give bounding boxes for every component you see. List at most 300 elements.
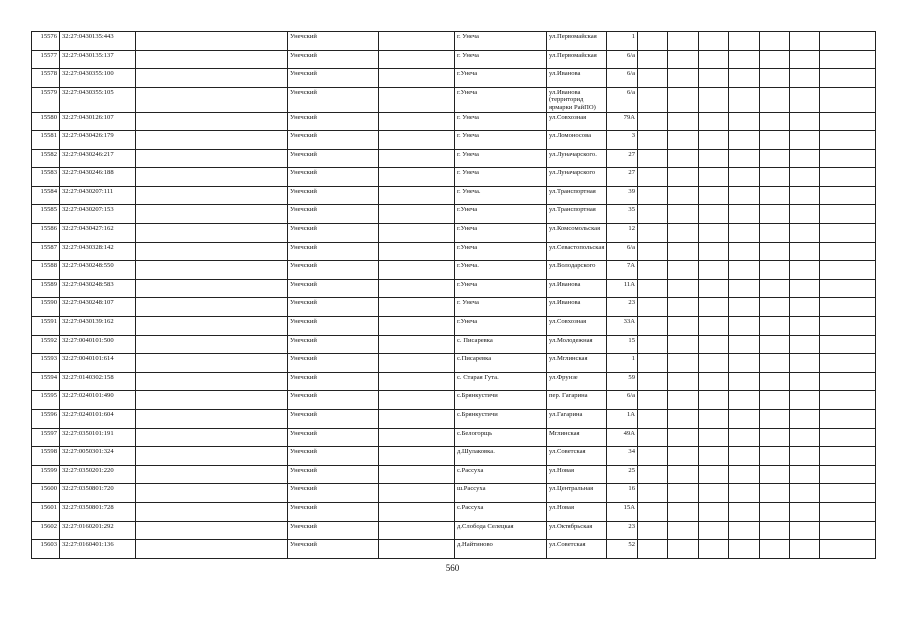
cell-street: ул.Новая [547, 502, 607, 521]
table-row [32, 205, 876, 224]
cell-building: 11А [607, 279, 638, 298]
cell-empty [668, 372, 699, 391]
table-row [32, 428, 876, 447]
cell-empty [790, 428, 820, 447]
cell-empty [668, 354, 699, 373]
cell-empty [729, 465, 760, 484]
cell-row-number: 15588 [32, 261, 60, 280]
cell-empty [668, 224, 699, 243]
cell-street: ул.Иванова [547, 298, 607, 317]
cell-empty [760, 69, 790, 88]
cell-empty [699, 87, 729, 112]
table-row [32, 317, 876, 336]
cell-locality: г.Унеча. [455, 261, 547, 280]
cell-empty [668, 50, 699, 69]
cell-empty [790, 465, 820, 484]
cell-empty [136, 87, 288, 112]
cell-cadastral-number: 32:27:0350801:728 [60, 502, 136, 521]
cell-empty [790, 69, 820, 88]
cell-locality: г.Унеча [455, 224, 547, 243]
cell-empty [136, 168, 288, 187]
cell-empty [820, 168, 876, 187]
cell-empty [729, 261, 760, 280]
cell-locality: с.Писаревка [455, 354, 547, 373]
cell-empty [379, 50, 455, 69]
table-row [32, 242, 876, 261]
cell-empty [136, 428, 288, 447]
cell-empty [638, 69, 668, 88]
cell-street: ул.Иванова [547, 69, 607, 88]
cell-row-number: 15583 [32, 168, 60, 187]
cell-cadastral-number: 32:27:0430126:107 [60, 112, 136, 131]
cell-cadastral-number: 32:27:0430246:217 [60, 149, 136, 168]
cell-empty [760, 335, 790, 354]
cell-row-number: 15590 [32, 298, 60, 317]
cell-cadastral-number: 32:27:0050301:324 [60, 447, 136, 466]
cell-empty [136, 69, 288, 88]
cell-locality: д.Найтиново [455, 540, 547, 559]
cell-district: Унечский [288, 186, 379, 205]
table-row [32, 391, 876, 410]
cell-row-number: 15587 [32, 242, 60, 261]
cell-empty [760, 261, 790, 280]
cell-empty [379, 279, 455, 298]
cell-empty [729, 372, 760, 391]
cell-locality: д.Слобода Селецкая [455, 521, 547, 540]
cell-cadastral-number: 32:27:0430246:188 [60, 168, 136, 187]
cell-building: 52 [607, 540, 638, 559]
cell-district: Унечский [288, 354, 379, 373]
cell-street: ул.Первомайская [547, 32, 607, 51]
cell-empty [820, 149, 876, 168]
cell-empty [729, 298, 760, 317]
cell-cadastral-number: 32:27:0430355:100 [60, 69, 136, 88]
cell-empty [379, 428, 455, 447]
cell-empty [136, 205, 288, 224]
cell-empty [729, 279, 760, 298]
cell-empty [820, 186, 876, 205]
cell-empty [379, 149, 455, 168]
cell-empty [729, 186, 760, 205]
table-row [32, 335, 876, 354]
cell-cadastral-number: 32:27:0430135:443 [60, 32, 136, 51]
cell-district: Унечский [288, 447, 379, 466]
cell-row-number: 15580 [32, 112, 60, 131]
cell-empty [699, 69, 729, 88]
cell-empty [136, 354, 288, 373]
cell-empty [136, 335, 288, 354]
cell-empty [668, 465, 699, 484]
cell-empty [729, 205, 760, 224]
cell-empty [820, 372, 876, 391]
cell-empty [638, 242, 668, 261]
cell-cadastral-number: 32:27:0140302:158 [60, 372, 136, 391]
cell-empty [379, 465, 455, 484]
cell-empty [729, 484, 760, 503]
cell-district: Унечский [288, 50, 379, 69]
cell-empty [729, 502, 760, 521]
table-row [32, 149, 876, 168]
cell-empty [729, 224, 760, 243]
cell-empty [379, 87, 455, 112]
cell-empty [379, 298, 455, 317]
cell-empty [760, 317, 790, 336]
cell-empty [729, 168, 760, 187]
cell-empty [136, 521, 288, 540]
cell-empty [668, 131, 699, 150]
cell-row-number: 15603 [32, 540, 60, 559]
cell-empty [668, 317, 699, 336]
cell-empty [136, 298, 288, 317]
cell-empty [790, 502, 820, 521]
cell-cadastral-number: 32:27:0430427:162 [60, 224, 136, 243]
cell-empty [668, 447, 699, 466]
cell-district: Унечский [288, 465, 379, 484]
cell-empty [760, 87, 790, 112]
cell-street: ул.Иванова (территорид ярмарки РайПО) [547, 87, 607, 112]
cell-empty [638, 410, 668, 429]
cell-row-number: 15582 [32, 149, 60, 168]
cell-street: ул.Луначарского. [547, 149, 607, 168]
cell-empty [136, 391, 288, 410]
cell-empty [699, 502, 729, 521]
cell-empty [820, 261, 876, 280]
cell-cadastral-number: 32:27:0350201:220 [60, 465, 136, 484]
cell-empty [790, 242, 820, 261]
cell-empty [638, 484, 668, 503]
cell-empty [760, 149, 790, 168]
cell-empty [790, 205, 820, 224]
cell-empty [379, 540, 455, 559]
cell-empty [668, 335, 699, 354]
cell-street: ул.Комсомольская [547, 224, 607, 243]
cell-empty [699, 540, 729, 559]
table-row [32, 484, 876, 503]
cell-empty [638, 502, 668, 521]
cell-empty [699, 131, 729, 150]
cell-empty [699, 186, 729, 205]
cell-row-number: 15589 [32, 279, 60, 298]
cell-empty [136, 372, 288, 391]
page-number: 560 [445, 563, 460, 573]
cell-empty [760, 298, 790, 317]
cell-empty [790, 168, 820, 187]
cell-locality: г. Унеча [455, 50, 547, 69]
cell-empty [668, 502, 699, 521]
cell-empty [379, 521, 455, 540]
cell-cadastral-number: 32:27:0430248:583 [60, 279, 136, 298]
cell-empty [790, 50, 820, 69]
cell-empty [729, 540, 760, 559]
cell-district: Унечский [288, 261, 379, 280]
cell-district: Унечский [288, 298, 379, 317]
cell-empty [729, 112, 760, 131]
cell-locality: г. Унеча [455, 149, 547, 168]
cell-empty [638, 261, 668, 280]
cell-street: ул.Центральная [547, 484, 607, 503]
cell-row-number: 15598 [32, 447, 60, 466]
cell-empty [638, 391, 668, 410]
cell-empty [668, 261, 699, 280]
table-row [32, 224, 876, 243]
cell-empty [699, 224, 729, 243]
cell-district: Унечский [288, 131, 379, 150]
cell-empty [790, 317, 820, 336]
cell-empty [729, 87, 760, 112]
cell-row-number: 15581 [32, 131, 60, 150]
cell-street: ул.Транспортная [547, 186, 607, 205]
cell-empty [638, 521, 668, 540]
cell-empty [699, 261, 729, 280]
cell-cadastral-number: 32:27:0430355:105 [60, 87, 136, 112]
cell-row-number: 15585 [32, 205, 60, 224]
cell-street: ул.Октябрьская [547, 521, 607, 540]
cell-empty [136, 465, 288, 484]
table-row [32, 186, 876, 205]
cell-building: 6/а [607, 50, 638, 69]
cell-building: 16 [607, 484, 638, 503]
cell-empty [638, 224, 668, 243]
cell-empty [638, 87, 668, 112]
cell-empty [760, 354, 790, 373]
cell-building: 6/а [607, 391, 638, 410]
cell-empty [729, 149, 760, 168]
cell-cadastral-number: 32:27:0240101:604 [60, 410, 136, 429]
cell-locality: г. Унеча [455, 32, 547, 51]
cell-cadastral-number: 32:27:0430207:153 [60, 205, 136, 224]
table-row [32, 521, 876, 540]
cell-row-number: 15599 [32, 465, 60, 484]
cell-empty [790, 391, 820, 410]
cell-empty [136, 540, 288, 559]
cell-building: 79А [607, 112, 638, 131]
cell-empty [760, 205, 790, 224]
cell-empty [699, 149, 729, 168]
cell-empty [760, 224, 790, 243]
cell-locality: г.Унеча [455, 205, 547, 224]
cell-cadastral-number: 32:27:0350801:720 [60, 484, 136, 503]
cell-empty [638, 112, 668, 131]
cell-empty [820, 521, 876, 540]
table-row [32, 87, 876, 112]
cell-district: Унечский [288, 410, 379, 429]
cell-empty [136, 447, 288, 466]
cell-empty [729, 391, 760, 410]
cell-street: ул.Совхозная [547, 112, 607, 131]
cell-street: ул.Советская [547, 540, 607, 559]
cell-empty [136, 410, 288, 429]
cell-street: ул.Ломоносова [547, 131, 607, 150]
cell-cadastral-number: 32:27:0430248:550 [60, 261, 136, 280]
cell-locality: г.Унеча [455, 242, 547, 261]
cell-empty [379, 391, 455, 410]
cell-building: 6/а [607, 87, 638, 112]
cell-empty [379, 447, 455, 466]
table-row [32, 465, 876, 484]
cell-empty [729, 521, 760, 540]
cell-building: 25 [607, 465, 638, 484]
cell-empty [760, 32, 790, 51]
cell-empty [379, 112, 455, 131]
cell-street: ул.Новая [547, 465, 607, 484]
cell-empty [699, 50, 729, 69]
cell-row-number: 15594 [32, 372, 60, 391]
cell-district: Унечский [288, 242, 379, 261]
cell-empty [729, 428, 760, 447]
cell-empty [790, 261, 820, 280]
cell-empty [699, 317, 729, 336]
cell-empty [790, 354, 820, 373]
cell-empty [699, 32, 729, 51]
cell-empty [760, 242, 790, 261]
cell-empty [790, 186, 820, 205]
cell-empty [820, 428, 876, 447]
cell-empty [638, 298, 668, 317]
cell-building: 1 [607, 354, 638, 373]
table-row [32, 540, 876, 559]
cell-empty [760, 131, 790, 150]
cell-building: 12 [607, 224, 638, 243]
cell-empty [790, 32, 820, 51]
cell-street: ул.Фрунзе [547, 372, 607, 391]
cell-district: Унечский [288, 149, 379, 168]
cell-empty [820, 131, 876, 150]
cell-empty [638, 354, 668, 373]
cell-empty [729, 242, 760, 261]
cell-building: 3 [607, 131, 638, 150]
cell-empty [136, 502, 288, 521]
cell-empty [379, 502, 455, 521]
cell-empty [136, 186, 288, 205]
registry-body [32, 32, 876, 559]
cell-locality: с.Рассуха [455, 465, 547, 484]
cell-empty [668, 69, 699, 88]
cell-locality: с.Рассуха [455, 502, 547, 521]
cell-building: 23 [607, 298, 638, 317]
cell-empty [668, 32, 699, 51]
cell-empty [760, 186, 790, 205]
cell-empty [699, 391, 729, 410]
cell-empty [136, 279, 288, 298]
cell-street: ул.Мглинская [547, 354, 607, 373]
cell-empty [668, 428, 699, 447]
cell-empty [760, 521, 790, 540]
cell-street: ул.Луначарского [547, 168, 607, 187]
cell-cadastral-number: 32:27:0430426:179 [60, 131, 136, 150]
cell-empty [638, 131, 668, 150]
table-row [32, 372, 876, 391]
cell-locality: г. Унеча [455, 298, 547, 317]
cell-locality: г.Унеча [455, 279, 547, 298]
cell-row-number: 15596 [32, 410, 60, 429]
table-row [32, 279, 876, 298]
cell-empty [638, 447, 668, 466]
cell-empty [379, 261, 455, 280]
cell-empty [699, 354, 729, 373]
cell-empty [379, 131, 455, 150]
cell-district: Унечский [288, 87, 379, 112]
cell-cadastral-number: 32:27:0040101:500 [60, 335, 136, 354]
cell-street: ул.Советская [547, 447, 607, 466]
cell-district: Унечский [288, 372, 379, 391]
cell-empty [760, 168, 790, 187]
table-row [32, 447, 876, 466]
cell-empty [638, 335, 668, 354]
cell-empty [699, 521, 729, 540]
cell-empty [820, 242, 876, 261]
cell-empty [820, 279, 876, 298]
cell-empty [729, 317, 760, 336]
cell-empty [136, 112, 288, 131]
cell-empty [668, 521, 699, 540]
cell-cadastral-number: 32:27:0040101:614 [60, 354, 136, 373]
cell-empty [699, 168, 729, 187]
cell-empty [820, 502, 876, 521]
cell-empty [379, 168, 455, 187]
cell-empty [699, 484, 729, 503]
cell-cadastral-number: 32:27:0240101:490 [60, 391, 136, 410]
cell-district: Унечский [288, 224, 379, 243]
cell-row-number: 15577 [32, 50, 60, 69]
cell-street: ул.Иванова [547, 279, 607, 298]
cell-empty [699, 335, 729, 354]
cell-locality: г. Унеча. [455, 186, 547, 205]
cell-empty [699, 428, 729, 447]
cell-street: Мглинская [547, 428, 607, 447]
cell-empty [760, 50, 790, 69]
cell-empty [790, 335, 820, 354]
cell-empty [790, 521, 820, 540]
cell-district: Унечский [288, 279, 379, 298]
cell-empty [668, 298, 699, 317]
cell-row-number: 15586 [32, 224, 60, 243]
cell-district: Унечский [288, 69, 379, 88]
cell-empty [820, 465, 876, 484]
cell-empty [379, 32, 455, 51]
cell-empty [136, 242, 288, 261]
cell-empty [379, 242, 455, 261]
cell-empty [638, 32, 668, 51]
cell-locality: с. Писаревка [455, 335, 547, 354]
cell-row-number: 15601 [32, 502, 60, 521]
cell-street: ул.Володарского [547, 261, 607, 280]
cell-empty [790, 484, 820, 503]
table-row [32, 112, 876, 131]
cell-locality: г.Унеча [455, 69, 547, 88]
cell-cadastral-number: 32:27:0160201:292 [60, 521, 136, 540]
cell-empty [820, 50, 876, 69]
cell-empty [820, 540, 876, 559]
cell-empty [790, 224, 820, 243]
cell-empty [729, 69, 760, 88]
cell-building: 1А [607, 410, 638, 429]
cell-district: Унечский [288, 428, 379, 447]
cell-empty [668, 410, 699, 429]
cell-empty [638, 168, 668, 187]
cell-empty [820, 447, 876, 466]
cell-row-number: 15593 [32, 354, 60, 373]
cell-empty [668, 186, 699, 205]
cell-cadastral-number: 32:27:0430139:162 [60, 317, 136, 336]
cell-locality: г.Унеча [455, 317, 547, 336]
cell-empty [729, 354, 760, 373]
cell-locality: с.Брянкустичи [455, 410, 547, 429]
cell-row-number: 15576 [32, 32, 60, 51]
cell-empty [379, 335, 455, 354]
cell-row-number: 15591 [32, 317, 60, 336]
cell-empty [729, 32, 760, 51]
cell-cadastral-number: 32:27:0430248:107 [60, 298, 136, 317]
